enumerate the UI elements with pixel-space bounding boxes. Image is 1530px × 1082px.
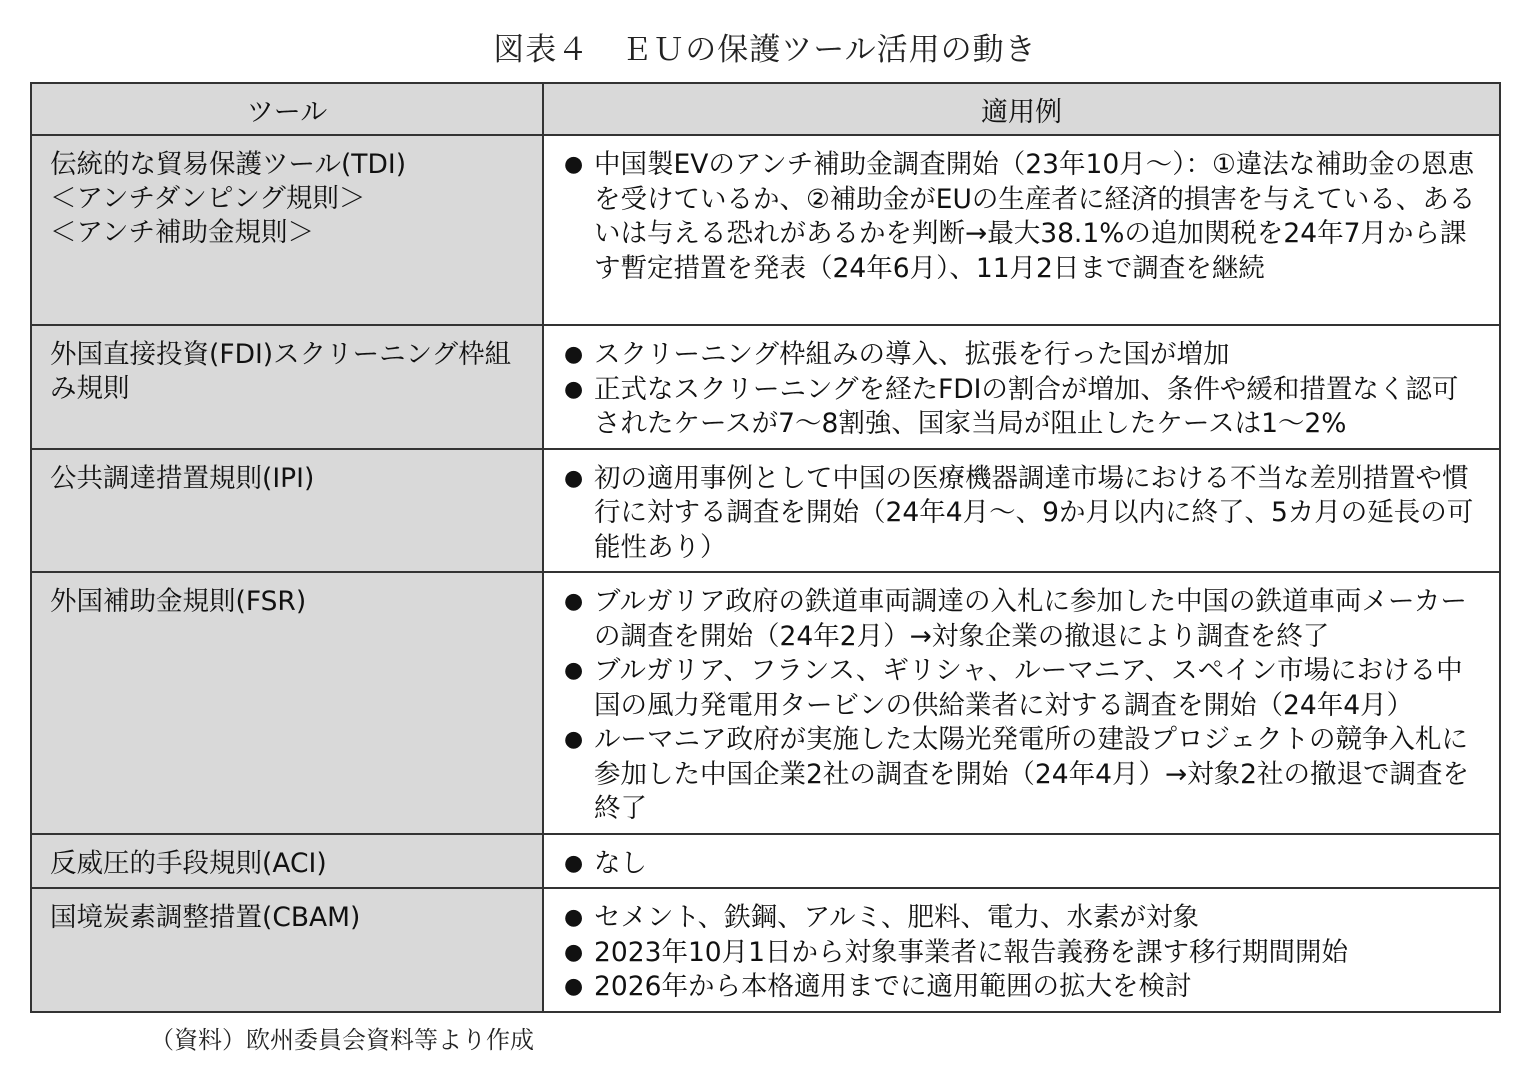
table-row (31, 135, 1500, 325)
table-row (31, 449, 1500, 573)
tool-name-line: 反威圧的手段規則(ACI) (50, 847, 327, 879)
tool-name-cell (31, 325, 543, 449)
example-bullet-item (562, 970, 1481, 1005)
example-bullet-text: 中国製EVのアンチ補助金調査開始（23年10月～）：①違法な補助金の恩恵を受けているか、②補助金がEUの生産者に経済的損害を与えている、あるいは与える恐れがあるかを判断→最大38.1%の追加関税を24年7月から課す暫定措置を発表（24年6月）、11月2日まで調査を継続 (594, 149, 1476, 284)
tool-name-cell (31, 135, 543, 325)
example-bullet-text: 2023年10月1日から対象事業者に報告義務を課す移行期間開始 (594, 936, 1349, 968)
eu-protection-tools-table (30, 82, 1501, 1013)
example-bullet-list (562, 338, 1481, 442)
table-header-row (31, 83, 1500, 135)
bullet-dot-icon: ● (564, 905, 584, 930)
bullet-dot-icon: ● (564, 465, 584, 491)
tool-name-cell (31, 834, 543, 889)
example-bullet-item (562, 654, 1481, 723)
table-row (31, 572, 1500, 834)
bullet-dot-icon: ● (564, 342, 584, 367)
example-bullet-list (562, 901, 1481, 1005)
bullet-dot-icon: ● (564, 152, 584, 177)
source-note: （資料）欧州委員会資料等より作成 (150, 1026, 534, 1054)
example-bullet-text: 初の適用事例として中国の医療機器調達市場における不当な差別措置や慣行に対する調査を開始（24年4月～、9か月以内に終了、5カ月の延長の可能性あり） (594, 462, 1474, 563)
bullet-dot-icon: ● (564, 974, 584, 999)
tool-name-line: 外国補助金規則(FSR) (50, 586, 307, 617)
example-bullet-item (562, 338, 1481, 373)
example-bullet-item (562, 723, 1481, 827)
bullet-dot-icon: ● (564, 939, 584, 965)
example-bullet-list (562, 585, 1481, 827)
tool-name-cell (31, 449, 543, 573)
example-bullet-text: ブルガリア政府の鉄道車両調達の入札に参加した中国の鉄道車両メーカーの調査を開始（24年2月）→対象企業の撤退により調査を終了 (594, 586, 1467, 652)
example-bullet-item (562, 462, 1481, 566)
bullet-dot-icon: ● (564, 376, 584, 402)
example-bullet-text: セメント、鉄鋼、アルミ、肥料、電力、水素が対象 (594, 902, 1199, 933)
example-bullet-item (562, 847, 1481, 882)
example-bullet-text: なし (594, 847, 647, 879)
example-cell (543, 449, 1500, 573)
figure-title: 図表４ ＥＵの保護ツール活用の動き (493, 32, 1037, 68)
example-bullet-text: 正式なスクリーニングを経たFDIの割合が増加、条件や緩和措置なく認可されたケースが7～8割強、国家当局が阻止したケースは1～2% (594, 373, 1459, 439)
example-cell (543, 888, 1500, 1012)
bullet-dot-icon: ● (564, 658, 584, 683)
example-bullet-list (562, 148, 1481, 286)
bullet-dot-icon: ● (564, 850, 584, 876)
example-cell (543, 572, 1500, 834)
example-bullet-text: スクリーニング枠組みの導入、拡張を行った国が増加 (594, 339, 1230, 370)
example-cell (543, 135, 1500, 325)
example-bullet-list (562, 847, 1481, 882)
example-bullet-item (562, 585, 1481, 654)
example-bullet-text: ブルガリア、フランス、ギリシャ、ルーマニア、スペイン市場における中国の風力発電用タービンの供給業者に対する調査を開始（24年4月） (594, 655, 1463, 721)
tool-name-line: 公共調達措置規則(IPI) (50, 462, 315, 494)
example-bullet-item (562, 373, 1481, 442)
example-cell (543, 325, 1500, 449)
table-row (31, 325, 1500, 449)
tool-name-line: 国境炭素調整措置(CBAM) (50, 902, 361, 933)
example-bullet-item (562, 936, 1481, 971)
table-row (31, 834, 1500, 889)
tool-name-line: 伝統的な貿易保護ツール(TDI) (50, 149, 407, 180)
tool-name-cell (31, 888, 543, 1012)
table-row (31, 888, 1500, 1012)
table-body (31, 135, 1500, 1012)
bullet-dot-icon: ● (564, 589, 584, 614)
example-bullet-item (562, 148, 1481, 286)
header-tool: ツール (31, 83, 543, 135)
example-bullet-item (562, 901, 1481, 936)
tool-name-line: ＜アンチ補助金規則＞ (50, 217, 314, 248)
tool-name-cell (31, 572, 543, 834)
tool-name-line: 外国直接投資(FDI)スクリーニング枠組み規則 (50, 339, 512, 404)
tool-name-line: ＜アンチダンピング規則＞ (50, 183, 366, 214)
example-cell (543, 834, 1500, 889)
example-bullet-list (562, 462, 1481, 566)
example-bullet-text: 2026年から本格適用までに適用範囲の拡大を検討 (594, 971, 1192, 1002)
header-example: 適用例 (543, 83, 1500, 135)
bullet-dot-icon: ● (564, 727, 584, 752)
example-bullet-text: ルーマニア政府が実施した太陽光発電所の建設プロジェクトの競争入札に参加した中国企業2社の調査を開始（24年4月）→対象2社の撤退で調査を終了 (594, 724, 1470, 824)
